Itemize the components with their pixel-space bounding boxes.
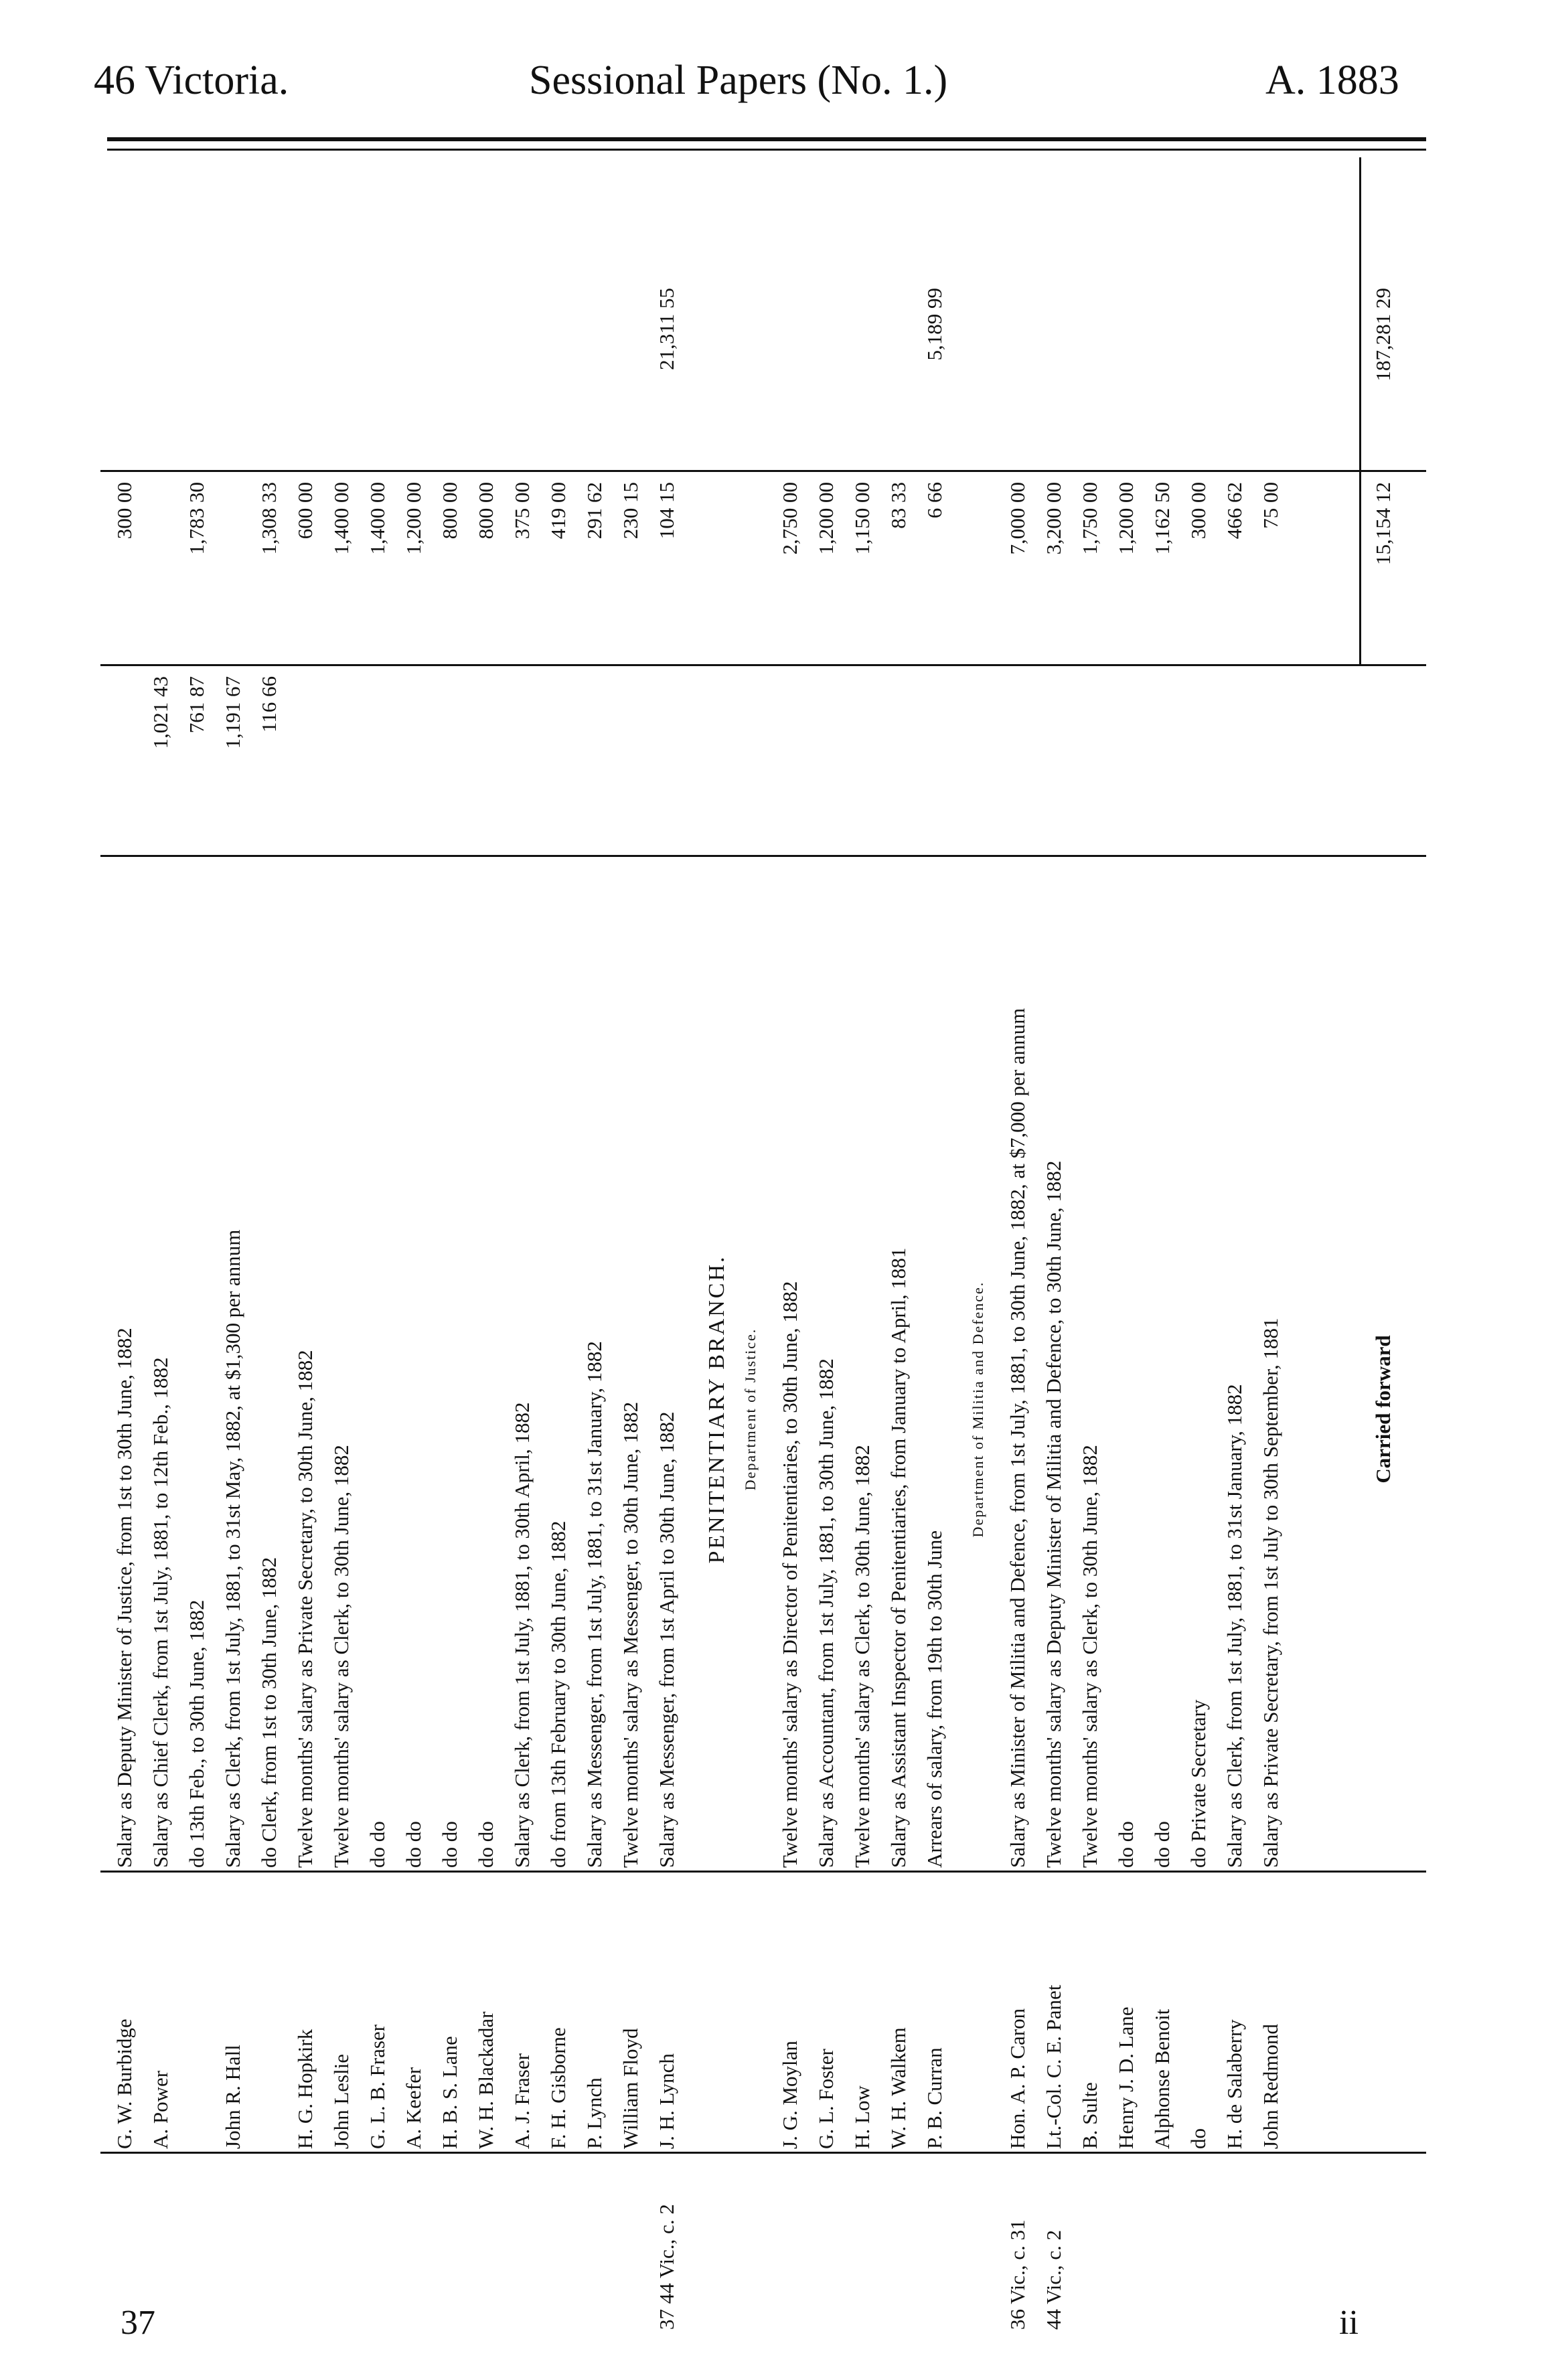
name-cell: John Leslie	[329, 2053, 353, 2149]
subtotal-cell: 1,783 30	[185, 482, 208, 555]
ledger-row	[1224, 154, 1245, 2330]
ledger-row	[186, 154, 208, 2330]
header-rule-thick	[107, 137, 1426, 141]
name-cell: H. de Salaberry	[1223, 2019, 1246, 2149]
description-cell: do do	[474, 1821, 497, 1868]
ledger-row	[888, 154, 909, 2330]
name-cell: A. Power	[149, 2070, 172, 2149]
description-cell: Salary as Chief Clerk, from 1st July, 1881, to 12th Feb., 1882	[149, 1357, 172, 1868]
subtotal-cell: 375 00	[510, 482, 534, 540]
name-cell: J. G. Moylan	[778, 2041, 801, 2149]
amount-cell: 1,191 67	[221, 676, 244, 749]
ledger-row	[656, 154, 678, 2330]
description-cell: Twelve months' salary as Clerk, to 30th June, 1882	[850, 1445, 874, 1868]
carried-forward-label: Carried forward	[1371, 1335, 1395, 1484]
ledger-row	[1007, 154, 1028, 2330]
amount-cell: 116 66	[257, 676, 281, 733]
subtotal-cell: 1,308 33	[257, 482, 281, 555]
ledger-row	[439, 154, 461, 2330]
name-cell: W. H. Walkem	[886, 2027, 910, 2149]
description-cell: do do	[366, 1821, 389, 1868]
subtotal-cell: 75 00	[1259, 482, 1282, 529]
ledger-row	[1260, 154, 1282, 2330]
ledger-row	[852, 154, 873, 2330]
ledger-row	[584, 154, 605, 2330]
subtotal-cell: 1,200 00	[1114, 482, 1138, 555]
description-cell: Twelve months' salary as Deputy Minister of Militia and Defence, to 30th June, 1882	[1042, 1160, 1065, 1868]
subtotal-cell: 3,200 00	[1042, 482, 1065, 555]
ledger-row	[331, 154, 352, 2330]
name-cell: H. G. Hopkirk	[293, 2029, 317, 2149]
name-cell: Lt.-Col. C. E. Panet	[1042, 1984, 1065, 2149]
name-cell: P. B. Curran	[923, 2047, 946, 2149]
ledger-row	[367, 154, 388, 2330]
ledger-row	[222, 154, 244, 2330]
ledger-row	[816, 154, 837, 2330]
name-cell: A. Keefer	[402, 2067, 425, 2149]
subtotal-cell: 1,200 00	[814, 482, 838, 555]
footer-right: ii	[1339, 2304, 1359, 2342]
subsection-heading: Department of Justice.	[742, 1328, 759, 1491]
ledger-row	[924, 154, 945, 2330]
description-cell: Salary as Messenger, from 1st April to 30th June, 1882	[655, 1411, 678, 1868]
subtotal-cell: 300 00	[112, 482, 136, 540]
ledger-row	[295, 154, 316, 2330]
description-cell: Salary as Clerk, from 1st July, 1881, to 31st May, 1882, at $1,300 per annum	[221, 1229, 244, 1868]
header-center: Sessional Papers (No. 1.)	[529, 58, 948, 103]
subtotal-cell: 800 00	[474, 482, 497, 540]
name-cell: F. H. Gisborne	[546, 2027, 570, 2149]
subtotal-cell: 83 33	[886, 482, 910, 529]
name-cell: G. L. B. Fraser	[366, 2025, 389, 2149]
subtotal-cell: 800 00	[438, 482, 461, 540]
subtotal-cell: 1,200 00	[402, 482, 425, 555]
name-cell: A. J. Fraser	[510, 2053, 534, 2149]
footer-left: 37	[121, 2304, 155, 2342]
name-cell: Hon. A. P. Caron	[1006, 2008, 1029, 2149]
carried-forward-subtotal: 15,154 12	[1371, 482, 1395, 565]
subtotal-cell: 6 66	[923, 482, 946, 519]
description-cell: Salary as Messenger, from 1st July, 1881, to 31st January, 1882	[583, 1341, 606, 1868]
amount-cell: 1,021 43	[149, 676, 172, 749]
name-cell: G. W. Burbidge	[112, 2018, 136, 2149]
name-cell: J. H. Lynch	[655, 2053, 678, 2149]
ledger-row	[150, 154, 171, 2330]
subtotal-cell: 104 15	[655, 482, 678, 540]
header-rule-thin	[107, 149, 1426, 151]
ledger-row	[1043, 154, 1065, 2330]
subtotal-cell: 466 62	[1223, 482, 1246, 540]
ledger-row	[1188, 154, 1209, 2330]
subtotal-cell: 300 00	[1186, 482, 1210, 540]
ledger-row	[512, 154, 533, 2330]
total-cell: 5,189 99	[923, 288, 946, 361]
ledger-row	[779, 154, 801, 2330]
header-right: A. 1883	[1265, 58, 1399, 103]
subtotal-cell: 1,400 00	[366, 482, 389, 555]
subtotal-cell: 1,150 00	[850, 482, 874, 555]
subsection-heading: Department of Militia and Defence.	[970, 1281, 986, 1538]
name-cell: William Floyd	[619, 2028, 642, 2149]
description-cell: Twelve months' salary as Private Secretary, to 30th June, 1882	[293, 1350, 317, 1868]
description-cell: do 13th Feb., to 30th June, 1882	[185, 1599, 208, 1868]
name-cell: H. Low	[850, 2085, 874, 2149]
description-cell: do do	[1114, 1821, 1138, 1868]
description-cell: Salary as Clerk, from 1st July, 1881, to 31st January, 1882	[1223, 1384, 1246, 1868]
name-cell: John R. Hall	[221, 2045, 244, 2149]
statute-cell: 36 Vic., c. 31	[1006, 2219, 1029, 2330]
subtotal-cell: 1,750 00	[1078, 482, 1101, 555]
description-cell: do Private Secretary	[1186, 1699, 1210, 1868]
statute-cell: 37 44 Vic., c. 2	[655, 2204, 678, 2330]
ledger-row	[1115, 154, 1137, 2330]
ledger-row	[548, 154, 569, 2330]
subtotal-cell: 1,162 50	[1150, 482, 1174, 555]
description-cell: Twelve months' salary as Clerk, to 30th June, 1882	[1078, 1445, 1101, 1868]
name-cell: Alphonse Benoit	[1150, 2008, 1174, 2149]
subtotal-cell: 230 15	[619, 482, 642, 540]
name-cell: John Redmond	[1259, 2024, 1282, 2149]
subtotal-cell: 600 00	[293, 482, 317, 540]
ledger-row	[403, 154, 424, 2330]
name-cell: H. B. S. Lane	[438, 2036, 461, 2149]
ledger-row	[258, 154, 280, 2330]
subtotal-cell: 1,400 00	[329, 482, 353, 555]
description-cell: Twelve months' salary as Clerk, to 30th June, 1882	[329, 1445, 353, 1868]
description-cell: Salary as Clerk, from 1st July, 1881, to 30th April, 1882	[510, 1402, 534, 1868]
ledger-row	[1079, 154, 1101, 2330]
rotated-ledger	[100, 154, 1426, 2330]
description-cell: Salary as Deputy Minister of Justice, from 1st to 30th June, 1882	[112, 1328, 136, 1868]
description-cell: do Clerk, from 1st to 30th June, 1882	[257, 1557, 281, 1868]
description-cell: Arrears of salary, from 19th to 30th June	[923, 1530, 946, 1868]
header-left: 46 Victoria.	[94, 58, 289, 103]
name-cell: Henry J. D. Lane	[1114, 2006, 1138, 2149]
description-cell: Salary as Private Secretary, from 1st July to 30th September, 1881	[1259, 1318, 1282, 1868]
name-cell: W. H. Blackadar	[474, 2011, 497, 2149]
carried-forward-row	[1373, 154, 1394, 2330]
description-cell: Twelve months' salary as Messenger, to 30th June, 1882	[619, 1401, 642, 1868]
subtotal-cell: 291 62	[583, 482, 606, 540]
carried-forward-total: 187,281 29	[1371, 288, 1395, 382]
description-cell: do do	[438, 1821, 461, 1868]
total-cell: 21,311 55	[655, 288, 678, 370]
statute-cell: 44 Vic., c. 2	[1042, 2229, 1065, 2330]
description-cell: Salary as Accountant, from 1st July, 1881, to 30th June, 1882	[814, 1358, 838, 1868]
subtotal-cell: 419 00	[546, 482, 570, 540]
name-cell: do	[1186, 2128, 1210, 2149]
ledger-row	[114, 154, 135, 2330]
ledger-row	[620, 154, 641, 2330]
name-cell: B. Sulte	[1078, 2082, 1101, 2149]
name-cell: G. L. Foster	[814, 2049, 838, 2149]
ledger-row	[475, 154, 497, 2330]
subtotal-cell: 2,750 00	[778, 482, 801, 555]
description-cell: do do	[1150, 1821, 1174, 1868]
section-heading: PENITENTIARY BRANCH.	[704, 1255, 729, 1564]
description-cell: do from 13th February to 30th June, 1882	[546, 1520, 570, 1868]
subtotal-cell: 7,000 00	[1006, 482, 1029, 555]
ledger-row	[1152, 154, 1173, 2330]
name-cell: P. Lynch	[583, 2077, 606, 2149]
amount-cell: 761 87	[185, 676, 208, 734]
totals-rule	[1359, 157, 1361, 666]
description-cell: Salary as Minister of Militia and Defence, from 1st July, 1881, to 30th June, 1882, at $7,000 per annum	[1006, 1008, 1029, 1868]
description-cell: Salary as Assistant Inspector of Penitentiaries, from January to April, 1881	[886, 1247, 910, 1868]
description-cell: Twelve months' salary as Director of Penitentiaries, to 30th June, 1882	[778, 1281, 801, 1868]
description-cell: do do	[402, 1821, 425, 1868]
